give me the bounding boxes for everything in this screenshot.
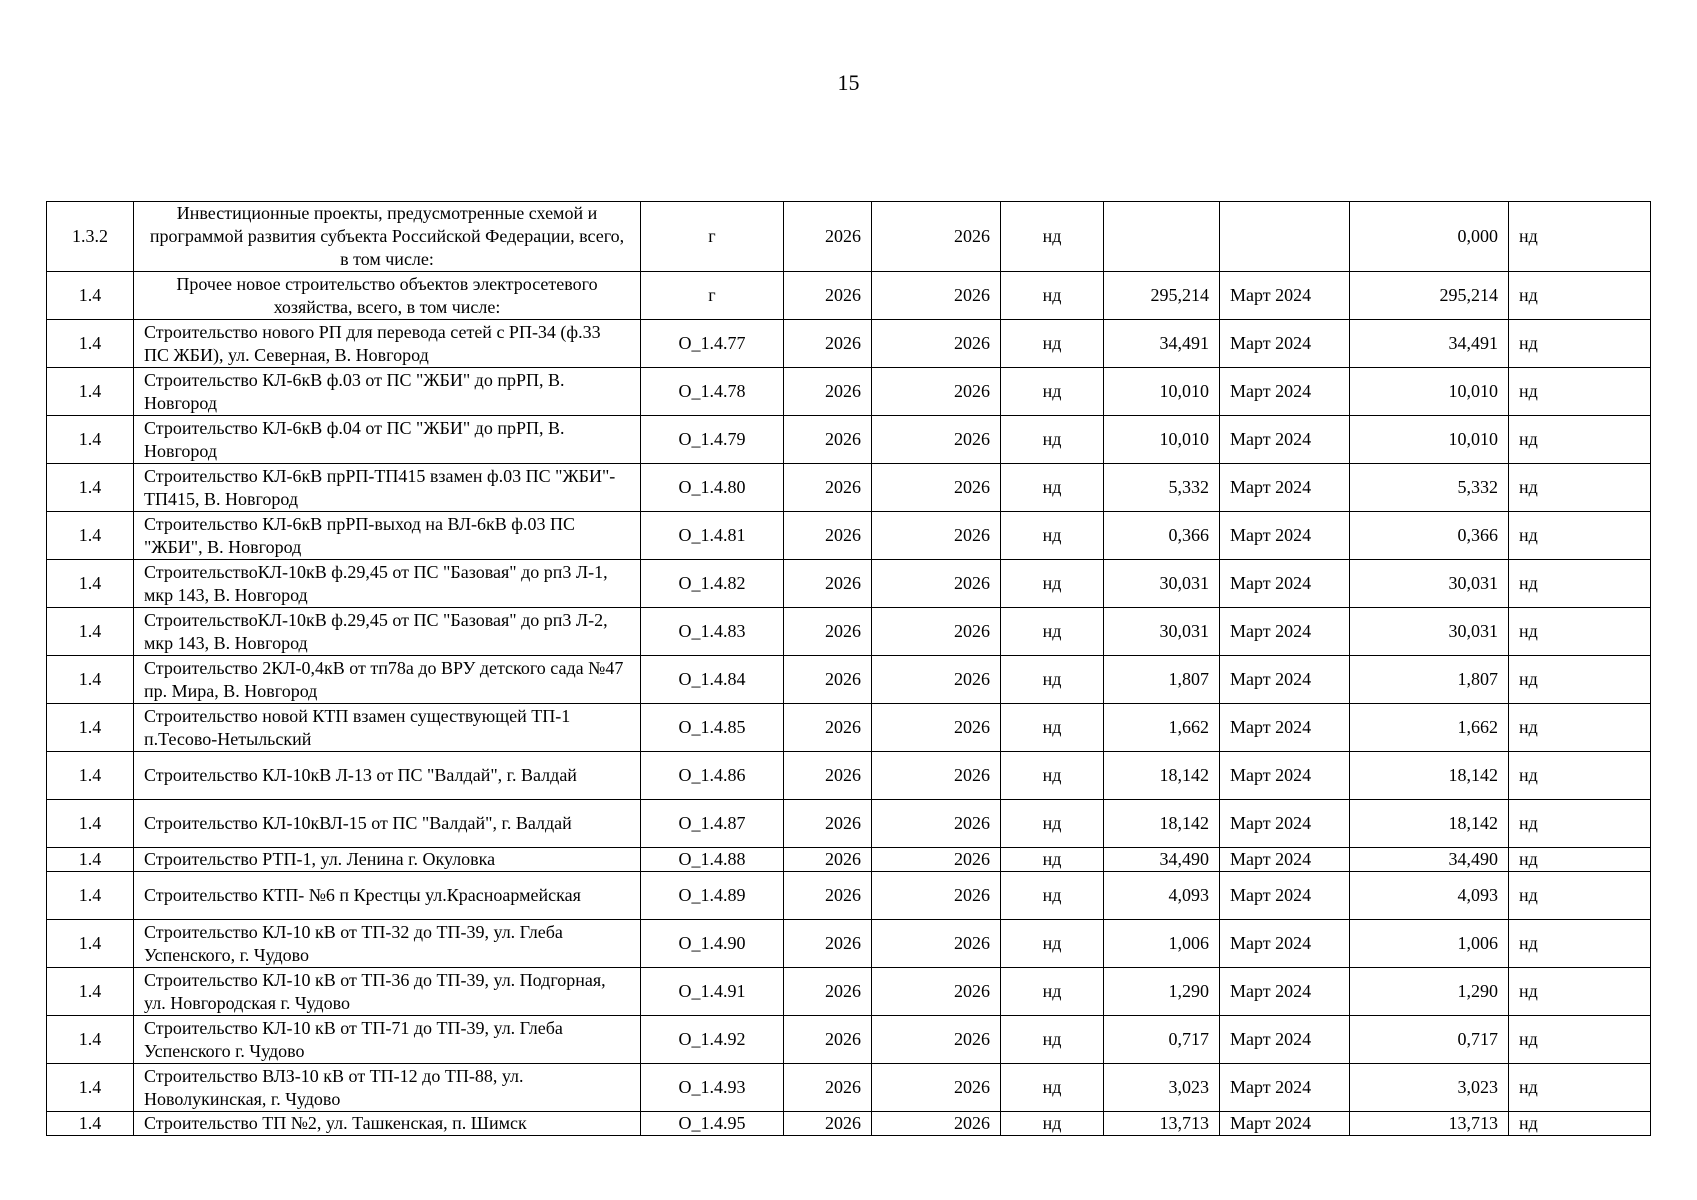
- table-cell-year-start: 2026: [784, 920, 872, 968]
- table-cell-nd: нд: [1001, 464, 1104, 512]
- table-cell-value: [1104, 202, 1220, 272]
- table-cell-year-start: 2026: [784, 752, 872, 800]
- table-cell-name: Строительство РТП-1, ул. Ленина г. Окуловка: [134, 848, 641, 872]
- table-cell-nd: нд: [1001, 368, 1104, 416]
- table-cell-name: Строительство КЛ-6кВ ф.03 от ПС "ЖБИ" до прРП, В. Новгород: [134, 368, 641, 416]
- table-cell-nd-2: нд: [1509, 368, 1651, 416]
- table-cell-value-total: 1,662: [1350, 704, 1509, 752]
- table-cell-value: 10,010: [1104, 416, 1220, 464]
- table-cell-value: 34,490: [1104, 848, 1220, 872]
- table-cell-name: Строительство КЛ-10кВЛ-15 от ПС "Валдай", г. Валдай: [134, 800, 641, 848]
- table-cell-name: Строительство КЛ-10 кВ от ТП-36 до ТП-39, ул. Подгорная, ул. Новгородская г. Чудово: [134, 968, 641, 1016]
- table-cell-date: Март 2024: [1220, 560, 1350, 608]
- table-cell-nd: нд: [1001, 1112, 1104, 1136]
- table-cell-year-start: 2026: [784, 656, 872, 704]
- table-cell-nd: нд: [1001, 800, 1104, 848]
- table-cell-name: Строительство ТП №2, ул. Ташкенская, п. Шимск: [134, 1112, 641, 1136]
- table-cell-code: O_1.4.79: [641, 416, 784, 464]
- table-cell-number: 1.4: [47, 920, 134, 968]
- table-cell-year-start: 2026: [784, 608, 872, 656]
- table-cell-date: Март 2024: [1220, 464, 1350, 512]
- table-cell-year-end: 2026: [872, 800, 1001, 848]
- table-cell-nd: нд: [1001, 704, 1104, 752]
- table-cell-name: Строительство 2КЛ-0,4кВ от тп78а до ВРУ детского сада №47 пр. Мира, В. Новгород: [134, 656, 641, 704]
- table-cell-value: 10,010: [1104, 368, 1220, 416]
- table-cell-code: O_1.4.77: [641, 320, 784, 368]
- table-cell-number: 1.4: [47, 512, 134, 560]
- table-cell-number: 1.4: [47, 1016, 134, 1064]
- table-cell-value-total: 1,290: [1350, 968, 1509, 1016]
- table-cell-value-total: 30,031: [1350, 608, 1509, 656]
- table-cell-name: СтроительствоКЛ-10кВ ф.29,45 от ПС "Базовая" до рп3 Л-2, мкр 143, В. Новгород: [134, 608, 641, 656]
- table-row: [47, 272, 1651, 320]
- table-cell-code: O_1.4.84: [641, 656, 784, 704]
- table-cell-year-end: 2026: [872, 656, 1001, 704]
- table-cell-value-total: 0,000: [1350, 202, 1509, 272]
- table-cell-date: Март 2024: [1220, 848, 1350, 872]
- table-cell-code: O_1.4.92: [641, 1016, 784, 1064]
- table-cell-year-start: 2026: [784, 968, 872, 1016]
- table-cell-nd: нд: [1001, 560, 1104, 608]
- table-cell-date: Март 2024: [1220, 320, 1350, 368]
- table-cell-year-end: 2026: [872, 872, 1001, 920]
- table-cell-code: O_1.4.87: [641, 800, 784, 848]
- table-row: [47, 872, 1651, 920]
- table-cell-value: 5,332: [1104, 464, 1220, 512]
- table-row: [47, 752, 1651, 800]
- table-cell-nd: нд: [1001, 1016, 1104, 1064]
- table-cell-value: 1,006: [1104, 920, 1220, 968]
- table-cell-nd-2: нд: [1509, 656, 1651, 704]
- table-cell-nd: нд: [1001, 272, 1104, 320]
- table-cell-date: Март 2024: [1220, 656, 1350, 704]
- table-cell-name: Строительство КЛ-10кВ Л-13 от ПС "Валдай", г. Валдай: [134, 752, 641, 800]
- table-cell-year-end: 2026: [872, 920, 1001, 968]
- table-cell-number: 1.4: [47, 1112, 134, 1136]
- table-row: [47, 1064, 1651, 1112]
- table-cell-nd-2: нд: [1509, 704, 1651, 752]
- table-cell-name: СтроительствоКЛ-10кВ ф.29,45 от ПС "Базовая" до рп3 Л-1, мкр 143, В. Новгород: [134, 560, 641, 608]
- table-row: [47, 968, 1651, 1016]
- table-cell-date: Март 2024: [1220, 1016, 1350, 1064]
- table-cell-name: Строительство нового РП для перевода сетей с РП-34 (ф.33 ПС ЖБИ), ул. Северная, В. Новгород: [134, 320, 641, 368]
- table-cell-date: Март 2024: [1220, 368, 1350, 416]
- table-cell-number: 1.4: [47, 872, 134, 920]
- table-cell-value-total: 3,023: [1350, 1064, 1509, 1112]
- table-cell-nd: нд: [1001, 752, 1104, 800]
- table-cell-nd-2: нд: [1509, 202, 1651, 272]
- table-row: [47, 320, 1651, 368]
- table-cell-code: O_1.4.95: [641, 1112, 784, 1136]
- table-cell-nd: нд: [1001, 608, 1104, 656]
- table-cell-number: 1.4: [47, 1064, 134, 1112]
- table-cell-year-end: 2026: [872, 368, 1001, 416]
- table-cell-date: Март 2024: [1220, 1064, 1350, 1112]
- table-cell-year-start: 2026: [784, 560, 872, 608]
- table-cell-code: O_1.4.93: [641, 1064, 784, 1112]
- table-cell-value-total: 10,010: [1350, 416, 1509, 464]
- table-cell-value: 18,142: [1104, 800, 1220, 848]
- table-cell-value: 13,713: [1104, 1112, 1220, 1136]
- table-cell-date: Март 2024: [1220, 1112, 1350, 1136]
- table-cell-nd-2: нд: [1509, 872, 1651, 920]
- table-cell-value: 30,031: [1104, 608, 1220, 656]
- table-cell-nd-2: нд: [1509, 1016, 1651, 1064]
- table-cell-value-total: 0,717: [1350, 1016, 1509, 1064]
- table-cell-year-end: 2026: [872, 272, 1001, 320]
- table-cell-date: Март 2024: [1220, 416, 1350, 464]
- table-cell-nd: нд: [1001, 656, 1104, 704]
- table-row: [47, 656, 1651, 704]
- table-cell-value-total: 1,807: [1350, 656, 1509, 704]
- table-cell-year-start: 2026: [784, 1016, 872, 1064]
- table-row: [47, 416, 1651, 464]
- table-cell-name: Инвестиционные проекты, предусмотренные схемой и программой развития субъекта Российской Федерации, всего, в том числе:: [134, 202, 641, 272]
- table-cell-date: Март 2024: [1220, 512, 1350, 560]
- table-cell-value-total: 13,713: [1350, 1112, 1509, 1136]
- table-cell-number: 1.4: [47, 704, 134, 752]
- table-cell-year-end: 2026: [872, 560, 1001, 608]
- table-cell-code: O_1.4.90: [641, 920, 784, 968]
- table-row: [47, 920, 1651, 968]
- table-cell-value-total: 10,010: [1350, 368, 1509, 416]
- table-cell-year-start: 2026: [784, 1112, 872, 1136]
- table-cell-nd-2: нд: [1509, 272, 1651, 320]
- table-row: [47, 1016, 1651, 1064]
- table-cell-nd-2: нд: [1509, 920, 1651, 968]
- table-cell-nd: нд: [1001, 872, 1104, 920]
- table-cell-nd: нд: [1001, 1064, 1104, 1112]
- table-cell-date: Март 2024: [1220, 920, 1350, 968]
- table-cell-year-end: 2026: [872, 512, 1001, 560]
- table-cell-number: 1.4: [47, 752, 134, 800]
- table-cell-number: 1.4: [47, 968, 134, 1016]
- table-cell-nd: нд: [1001, 968, 1104, 1016]
- table-cell-code: O_1.4.91: [641, 968, 784, 1016]
- table-cell-year-start: 2026: [784, 202, 872, 272]
- table-cell-name: Строительство ВЛЗ-10 кВ от ТП-12 до ТП-88, ул. Новолукинская, г. Чудово: [134, 1064, 641, 1112]
- table-cell-year-start: 2026: [784, 464, 872, 512]
- table-cell-name: Строительство КЛ-10 кВ от ТП-71 до ТП-39, ул. Глеба Успенского г. Чудово: [134, 1016, 641, 1064]
- table-cell-value-total: 4,093: [1350, 872, 1509, 920]
- table-cell-name: Строительство КЛ-6кВ ф.04 от ПС "ЖБИ" до прРП, В. Новгород: [134, 416, 641, 464]
- table-cell-value-total: 34,491: [1350, 320, 1509, 368]
- table-cell-number: 1.4: [47, 368, 134, 416]
- table-cell-value: 34,491: [1104, 320, 1220, 368]
- table-cell-nd: нд: [1001, 320, 1104, 368]
- table-cell-value: 3,023: [1104, 1064, 1220, 1112]
- table-cell-year-start: 2026: [784, 704, 872, 752]
- table-cell-nd: нд: [1001, 848, 1104, 872]
- table-cell-nd-2: нд: [1509, 416, 1651, 464]
- table-cell-number: 1.4: [47, 848, 134, 872]
- table-cell-year-end: 2026: [872, 1112, 1001, 1136]
- table-cell-number: 1.4: [47, 320, 134, 368]
- table-cell-year-end: 2026: [872, 1064, 1001, 1112]
- table-cell-date: [1220, 202, 1350, 272]
- table-cell-nd-2: нд: [1509, 560, 1651, 608]
- table-row: [47, 202, 1651, 272]
- table-cell-year-start: 2026: [784, 800, 872, 848]
- table-cell-date: Март 2024: [1220, 872, 1350, 920]
- table-cell-nd-2: нд: [1509, 512, 1651, 560]
- table-cell-nd: нд: [1001, 202, 1104, 272]
- table-cell-year-end: 2026: [872, 848, 1001, 872]
- table-cell-nd-2: нд: [1509, 968, 1651, 1016]
- table-cell-value: 0,717: [1104, 1016, 1220, 1064]
- table-cell-code: O_1.4.89: [641, 872, 784, 920]
- table-cell-nd: нд: [1001, 920, 1104, 968]
- table-cell-nd-2: нд: [1509, 320, 1651, 368]
- table-cell-code: O_1.4.81: [641, 512, 784, 560]
- table-cell-name: Строительство КЛ-6кВ прРП-выход на ВЛ-6кВ ф.03 ПС "ЖБИ", В. Новгород: [134, 512, 641, 560]
- table-cell-value: 1,662: [1104, 704, 1220, 752]
- table-cell-code: O_1.4.83: [641, 608, 784, 656]
- table-cell-year-start: 2026: [784, 320, 872, 368]
- table-cell-number: 1.4: [47, 608, 134, 656]
- table-row: [47, 368, 1651, 416]
- table-cell-value: 18,142: [1104, 752, 1220, 800]
- table-cell-date: Март 2024: [1220, 800, 1350, 848]
- table-cell-year-start: 2026: [784, 272, 872, 320]
- table-cell-year-end: 2026: [872, 968, 1001, 1016]
- table-cell-name: Строительство КЛ-6кВ прРП-ТП415 взамен ф.03 ПС "ЖБИ"-ТП415, В. Новгород: [134, 464, 641, 512]
- table-cell-value: 1,807: [1104, 656, 1220, 704]
- table-cell-nd-2: нд: [1509, 1112, 1651, 1136]
- table-cell-number: 1.3.2: [47, 202, 134, 272]
- table-cell-year-start: 2026: [784, 848, 872, 872]
- table-cell-year-end: 2026: [872, 608, 1001, 656]
- table-cell-date: Март 2024: [1220, 968, 1350, 1016]
- table-cell-nd: нд: [1001, 416, 1104, 464]
- table-cell-name: Строительство КЛ-10 кВ от ТП-32 до ТП-39, ул. Глеба Успенского, г. Чудово: [134, 920, 641, 968]
- table-cell-year-end: 2026: [872, 416, 1001, 464]
- table-row: [47, 848, 1651, 872]
- table-cell-value: 4,093: [1104, 872, 1220, 920]
- table-cell-nd: нд: [1001, 512, 1104, 560]
- table-cell-year-end: 2026: [872, 1016, 1001, 1064]
- table-cell-year-end: 2026: [872, 464, 1001, 512]
- table-row: [47, 464, 1651, 512]
- table-cell-nd-2: нд: [1509, 1064, 1651, 1112]
- table-cell-value-total: 0,366: [1350, 512, 1509, 560]
- table-cell-code: г: [641, 272, 784, 320]
- table-row: [47, 608, 1651, 656]
- table-cell-date: Март 2024: [1220, 704, 1350, 752]
- table-cell-value: 295,214: [1104, 272, 1220, 320]
- table-cell-nd-2: нд: [1509, 608, 1651, 656]
- table-cell-date: Март 2024: [1220, 752, 1350, 800]
- table-cell-value-total: 18,142: [1350, 752, 1509, 800]
- table-cell-number: 1.4: [47, 560, 134, 608]
- table-cell-value: 1,290: [1104, 968, 1220, 1016]
- table-cell-code: г: [641, 202, 784, 272]
- table-cell-code: O_1.4.78: [641, 368, 784, 416]
- table-cell-nd-2: нд: [1509, 752, 1651, 800]
- table-cell-value-total: 1,006: [1350, 920, 1509, 968]
- table-cell-code: O_1.4.85: [641, 704, 784, 752]
- table-cell-year-end: 2026: [872, 320, 1001, 368]
- table-cell-year-end: 2026: [872, 202, 1001, 272]
- table-row: [47, 704, 1651, 752]
- table-cell-code: O_1.4.86: [641, 752, 784, 800]
- table-cell-code: O_1.4.82: [641, 560, 784, 608]
- table-cell-year-start: 2026: [784, 872, 872, 920]
- table-cell-nd-2: нд: [1509, 464, 1651, 512]
- table-cell-number: 1.4: [47, 272, 134, 320]
- table-cell-value-total: 18,142: [1350, 800, 1509, 848]
- table-cell-date: Март 2024: [1220, 272, 1350, 320]
- table-cell-number: 1.4: [47, 416, 134, 464]
- table-cell-name: Строительство КТП- №6 п Крестцы ул.Красноармейская: [134, 872, 641, 920]
- table-cell-year-start: 2026: [784, 416, 872, 464]
- table-row: [47, 800, 1651, 848]
- table-row: [47, 1112, 1651, 1136]
- table-cell-year-start: 2026: [784, 512, 872, 560]
- table-cell-year-end: 2026: [872, 752, 1001, 800]
- investment-projects-table: [46, 201, 1651, 1136]
- table-cell-number: 1.4: [47, 656, 134, 704]
- table-cell-year-start: 2026: [784, 368, 872, 416]
- table-cell-code: O_1.4.80: [641, 464, 784, 512]
- table-cell-value: 0,366: [1104, 512, 1220, 560]
- table-cell-name: Прочее новое строительство объектов электросетевого хозяйства, всего, в том числе:: [134, 272, 641, 320]
- table-cell-value-total: 5,332: [1350, 464, 1509, 512]
- table-cell-name: Строительство новой КТП взамен существующей ТП-1 п.Тесово-Нетыльский: [134, 704, 641, 752]
- table-cell-value-total: 30,031: [1350, 560, 1509, 608]
- table-cell-nd-2: нд: [1509, 800, 1651, 848]
- table-cell-value-total: 34,490: [1350, 848, 1509, 872]
- table-cell-date: Март 2024: [1220, 608, 1350, 656]
- table-cell-year-end: 2026: [872, 704, 1001, 752]
- table-cell-value: 30,031: [1104, 560, 1220, 608]
- table-row: [47, 560, 1651, 608]
- table-cell-code: O_1.4.88: [641, 848, 784, 872]
- table-cell-year-start: 2026: [784, 1064, 872, 1112]
- table-cell-nd-2: нд: [1509, 848, 1651, 872]
- page-number: 15: [837, 70, 860, 95]
- table-cell-number: 1.4: [47, 800, 134, 848]
- table-cell-number: 1.4: [47, 464, 134, 512]
- table-row: [47, 512, 1651, 560]
- table-cell-value-total: 295,214: [1350, 272, 1509, 320]
